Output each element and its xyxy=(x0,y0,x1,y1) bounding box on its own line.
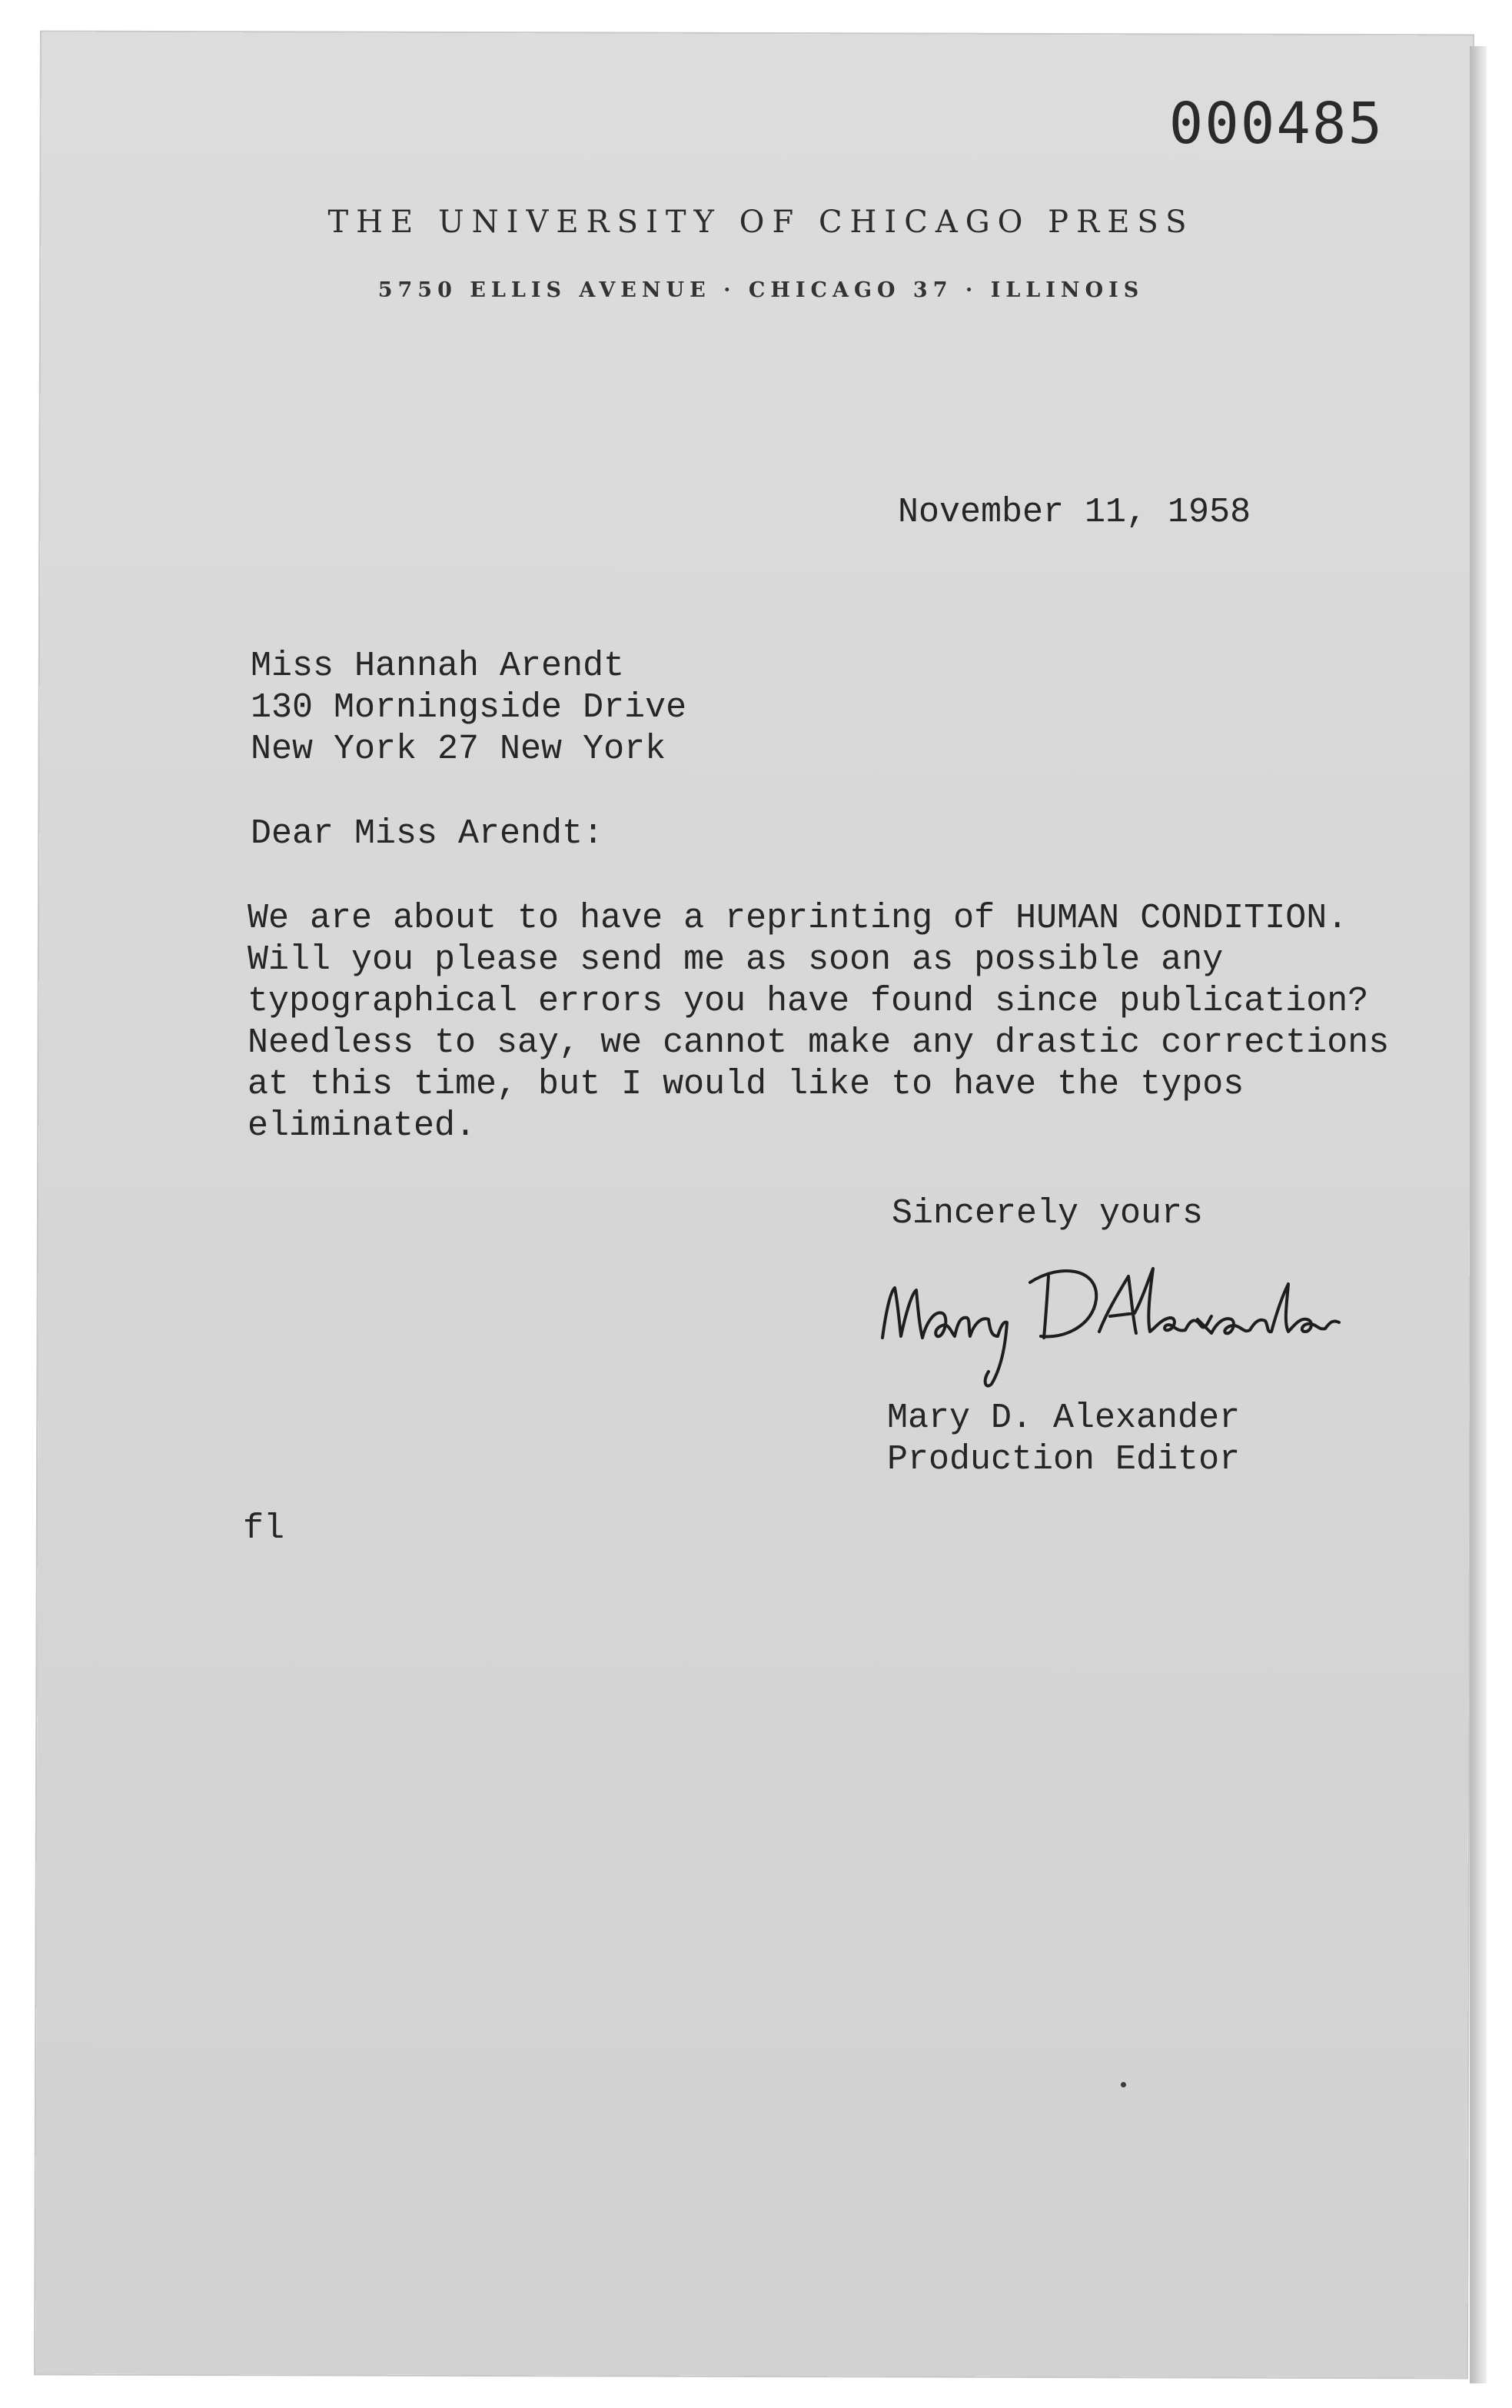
page-edge-shadow xyxy=(1470,46,1487,2383)
signature-block xyxy=(887,1398,1240,1481)
closing: Sincerely yours xyxy=(892,1194,1204,1233)
recipient-name: Miss Hannah Arendt xyxy=(251,647,625,686)
salutation: Dear Miss Arendt: xyxy=(251,814,604,853)
signatory-name: Mary D. Alexander xyxy=(887,1399,1241,1438)
archive-number-stamp: 000485 xyxy=(1168,91,1384,157)
body-line: Needless to say, we cannot make any drastic corrections xyxy=(248,1023,1390,1063)
body-line: We are about to have a reprinting of HUMAN CONDITION. xyxy=(248,899,1348,938)
recipient-street: 130 Morningside Drive xyxy=(251,688,687,727)
signatory-title: Production Editor xyxy=(887,1440,1241,1479)
body-line: eliminated. xyxy=(248,1106,477,1146)
typist-initials: fl xyxy=(243,1509,285,1548)
body-line: Will you please send me as soon as possible any xyxy=(248,940,1224,979)
letterhead-title: THE UNIVERSITY OF CHICAGO PRESS xyxy=(327,205,1195,240)
recipient-address xyxy=(251,646,686,770)
letterhead-address: 5750 ELLIS AVENUE · CHICAGO 37 · ILLINOIS xyxy=(377,278,1145,302)
letter-date: November 11, 1958 xyxy=(898,493,1251,532)
paper-speck xyxy=(1121,2082,1126,2087)
handwritten-signature xyxy=(869,1246,1422,1392)
letter-page xyxy=(35,32,1473,2378)
body-line: typographical errors you have found since publication? xyxy=(248,982,1369,1021)
recipient-city: New York 27 New York xyxy=(251,730,666,769)
body-line: at this time, but I would like to have the typos xyxy=(248,1065,1244,1104)
letter-body xyxy=(248,898,1389,1147)
